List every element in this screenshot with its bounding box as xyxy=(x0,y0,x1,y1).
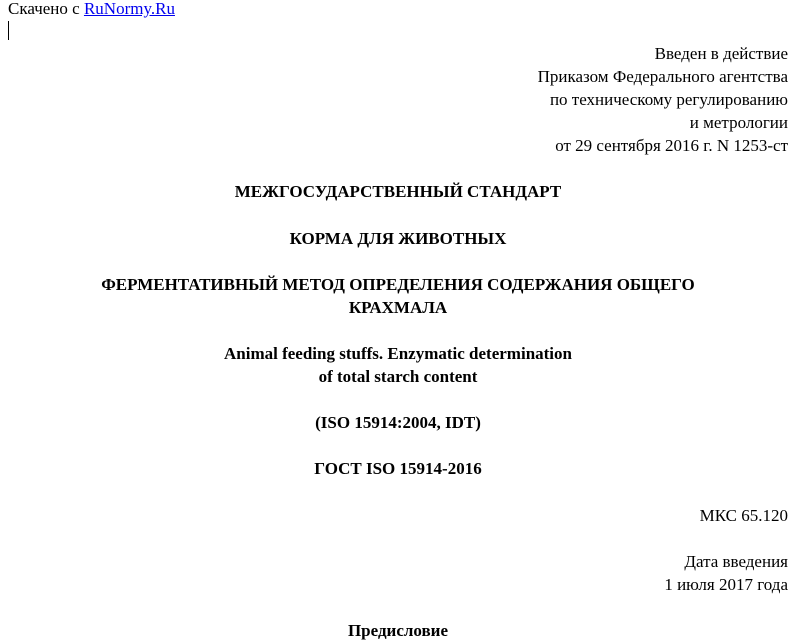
gost-code: ГОСТ ISO 15914-2016 xyxy=(314,459,482,478)
iso-reference: (ISO 15914:2004, IDT) xyxy=(315,413,481,432)
title-main: КОРМА ДЛЯ ЖИВОТНЫХ xyxy=(289,229,507,248)
intro-line: по техническому регулированию xyxy=(549,90,788,109)
title-method-line: ФЕРМЕНТАТИВНЫЙ МЕТОД ОПРЕДЕЛЕНИЯ СОДЕРЖАНИЯ ОБЩЕГО xyxy=(101,275,695,294)
title-method-line: КРАХМАЛА xyxy=(348,298,448,317)
text-cursor xyxy=(8,21,9,40)
effective-date: 1 июля 2017 года xyxy=(664,575,788,594)
english-title-line: of total starch content xyxy=(318,367,478,386)
preface-heading: Предисловие xyxy=(347,621,449,640)
title-method xyxy=(0,273,790,319)
mks-code: МКС 65.120 xyxy=(699,506,788,525)
intro-line: и метрологии xyxy=(689,113,788,132)
runormy-link[interactable]: RuNormy.Ru xyxy=(83,0,175,18)
intro-line: Введен в действие xyxy=(654,44,788,63)
downloaded-prefix: Скачено с xyxy=(8,0,80,18)
english-title xyxy=(0,342,790,388)
standard-type-heading: МЕЖГОСУДАРСТВЕННЫЙ СТАНДАРТ xyxy=(234,182,562,201)
intro-line: от 29 сентября 2016 г. N 1253-ст xyxy=(555,136,788,155)
effective-date-label: Дата введения xyxy=(684,552,788,571)
intro-line: Приказом Федерального агентства xyxy=(537,67,788,86)
english-title-line: Animal feeding stuffs. Enzymatic determination xyxy=(223,344,572,363)
introduction-notice xyxy=(538,42,788,157)
download-source-line xyxy=(8,0,175,20)
